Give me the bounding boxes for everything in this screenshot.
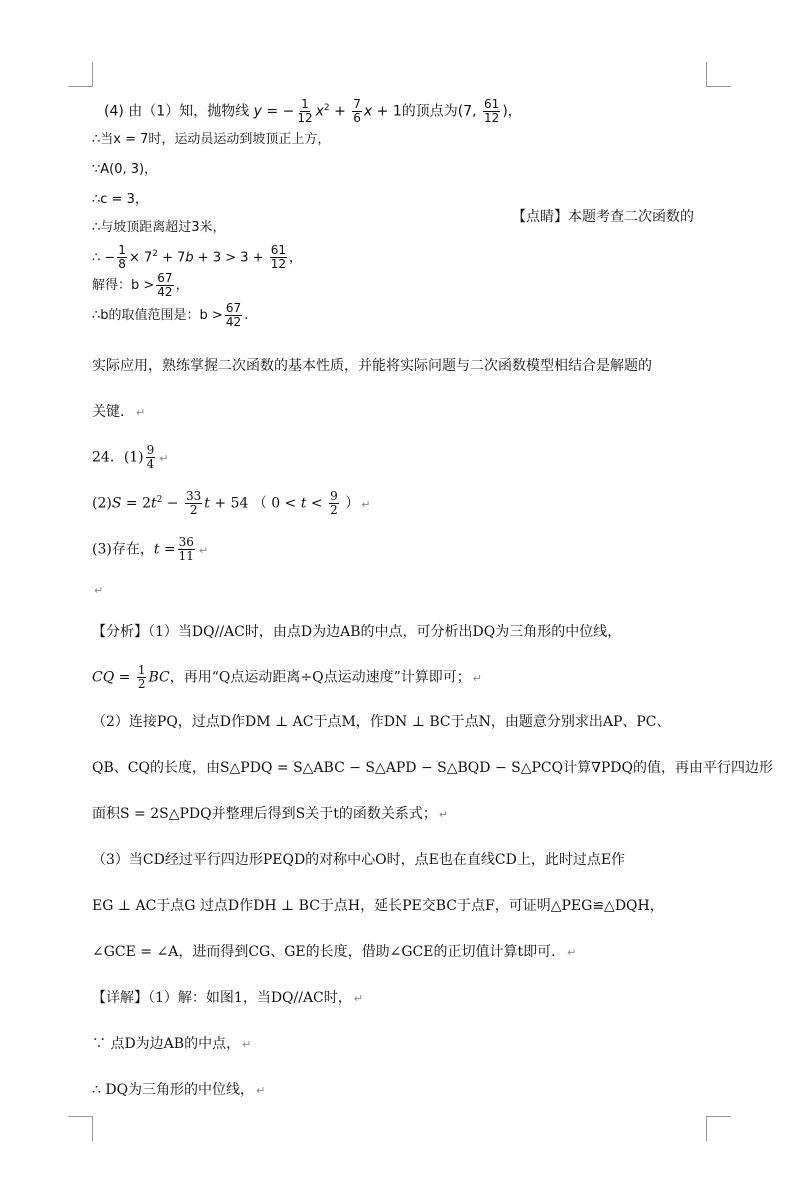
paragraph-mark-icon: ↵ [353, 992, 363, 1005]
analysis-line-3: （2）连接PQ，过点D作DM ⊥ AC于点M，作DN ⊥ BC于点N，由题意分别求出AP、PC、 [92, 714, 671, 730]
analysis-line-7: EG ⊥ AC于点G 过点D作DH ⊥ BC于点H，延长PE交BC于点F，可证明△PEG≌△DQH， [92, 898, 664, 914]
analysis-line-5: 面积S = 2S△PDQ并整理后得到S关于t的函数关系式； ↵ [92, 806, 449, 822]
solution-line-3: ∵A(0, 3)， [92, 162, 158, 177]
paragraph-mark-icon: ↵ [198, 543, 209, 557]
solution-line-5: ∴与坡顶距离超过3米， [92, 220, 226, 235]
solution-line-2: ∴当x = 7时，运动员运动到坡顶正上方， [92, 132, 331, 147]
paragraph-mark-icon: ↵ [567, 946, 577, 959]
detail-line-1: 【详解】（1）解：如图1，当DQ//AC时， ↵ [92, 990, 363, 1006]
analysis-line-6: （3）当CD经过平行四边形PEQD的对称中心O时，点E也在直线CD上，此时过点E作 [92, 852, 626, 868]
crop-mark-top-right [706, 62, 731, 87]
answer-3: (3)存在，t = $\frac{36}{11}$ ↵ [92, 535, 209, 563]
crop-mark-bottom-left [68, 1116, 93, 1141]
analysis-line-2: CQ = $\frac{1}{2}$ BC，再用“Q点运动距离÷Q点运动速度”计算即可； ↵ [92, 663, 482, 691]
analysis-line-4: QB、CQ的长度，由S△PDQ = S△ABC − S△APD − S△BQD − S△PCQ计算∇PDQ的值，再由平行四边形 [92, 760, 774, 776]
note-heading: 【点睛】本题考查二次函数的 [512, 209, 694, 225]
answer-1: 24．(1) $\frac{9}{4}$ ↵ [92, 443, 169, 471]
paragraph-mark-icon: ↵ [159, 451, 169, 465]
solution-line-8: ∴b的取值范围是：b > $\frac{67}{42}$ . [92, 301, 249, 329]
paragraph-mark-icon: ↵ [472, 671, 482, 685]
paragraph-text: 实际应用，熟练掌握二次函数的基本性质，并能将实际问题与二次函数模型相结合是解题的 [92, 358, 652, 374]
empty-paragraph [92, 580, 103, 601]
solution-line-1: (4) 由（1）知，抛物线 y = − $\frac{1}{12}$ $x^2$ + $\frac{7}{6}$ x + 1的顶点为(7, $\frac{61}{12}$ )， [104, 97, 522, 126]
paragraph-mark-icon: ↵ [361, 497, 371, 511]
crop-mark-bottom-right [706, 1116, 731, 1141]
solution-line-7: 解得：b > $\frac{67}{42}$ ， [92, 271, 189, 299]
answer-2: $(2)S = 2t^2$ − $\frac{33}{2}$ t + 54 （ 0 < t < $\frac{9}{2}$ ） ↵ [92, 489, 371, 518]
solution-line-6: ∴ − $\frac{1}{8}$ × $7^2 + 7b + 3 > 3$ + $\frac{61}{12}$ ， [92, 243, 302, 272]
crop-mark-top-left [68, 62, 93, 87]
paragraph-text-end: 关键． ↵ [92, 404, 146, 420]
paragraph-mark-icon: ↵ [136, 406, 146, 419]
analysis-line-8: ∠GCE = ∠A，进而得到CG、GE的长度，借助∠GCE的正切值计算t即可． ↵ [92, 944, 577, 960]
analysis-line-1: 【分析】（1）当DQ//AC时，由点D为边AB的中点，可分析出DQ为三角形的中位线， [92, 624, 622, 640]
solution-line-4: ∴c = 3， [92, 192, 148, 207]
paragraph-mark-icon: ↵ [242, 1038, 252, 1051]
detail-line-2: ∵ 点D为边AB的中点， ↵ [92, 1036, 252, 1052]
paragraph-mark-icon: ↵ [94, 584, 104, 597]
paragraph-mark-icon: ↵ [256, 1084, 266, 1097]
detail-line-3: ∴ DQ为三角形的中位线， ↵ [92, 1082, 266, 1098]
paragraph-mark-icon: ↵ [438, 808, 449, 821]
